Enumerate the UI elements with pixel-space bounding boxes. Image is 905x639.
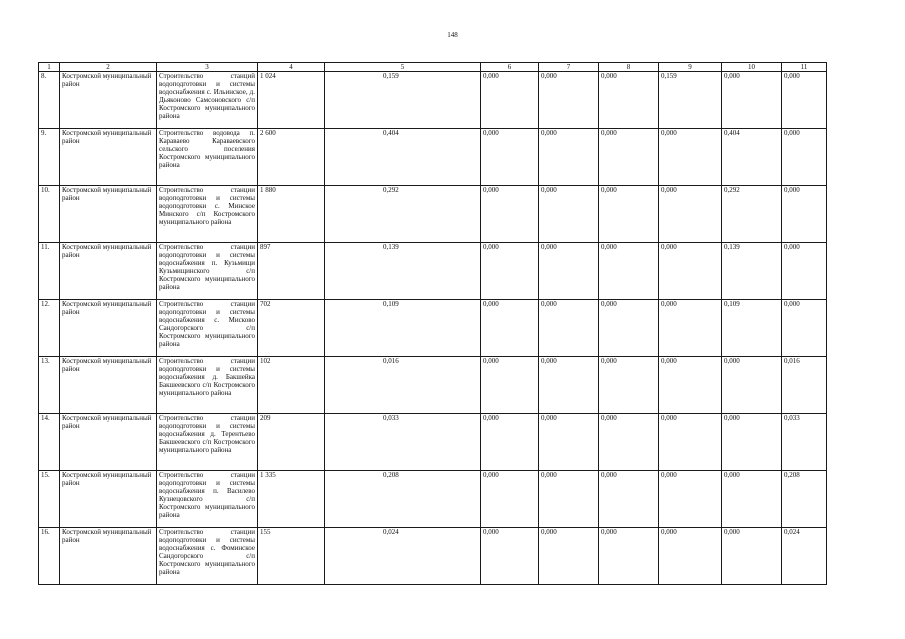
value-cell: 102	[258, 357, 325, 414]
value-cell: 0,016	[325, 357, 481, 414]
table-row	[39, 243, 827, 300]
object-cell: Строительство станции водоподготовки и системы водоснабжения с. Фоминское Сандогорского с/п Костромского муниципального района	[157, 528, 258, 585]
value-cell: 0,000	[481, 528, 539, 585]
object-cell: Строительство станции водоподготовки и системы водоснабжения д. Терентьево Бакшеевского с/п Костромского муниципального района	[157, 414, 258, 471]
value-cell: 0,016	[782, 357, 827, 414]
district-cell: Костромской муниципальный район	[60, 300, 157, 357]
column-header: 11	[782, 63, 827, 72]
object-cell: Строительство водовода п. Караваево Караваевского сельского поселения Костромского муниципального района	[157, 129, 258, 186]
column-header: 6	[481, 63, 539, 72]
value-cell: 0,033	[782, 414, 827, 471]
value-cell: 0,000	[782, 300, 827, 357]
page-number: 148	[447, 31, 458, 39]
value-cell: 0,000	[481, 300, 539, 357]
value-cell: 0,000	[599, 471, 659, 528]
object-cell: Строительство станции водоподготовки и системы водоподготовки с. Минское Минского с/п Костромского муниципального района	[157, 186, 258, 243]
value-cell: 0,000	[659, 243, 722, 300]
value-cell: 702	[258, 300, 325, 357]
value-cell: 0,024	[325, 528, 481, 585]
value-cell: 0,000	[599, 243, 659, 300]
district-cell: Костромской муниципальный район	[60, 129, 157, 186]
column-header: 2	[60, 63, 157, 72]
value-cell: 0,033	[325, 414, 481, 471]
value-cell: 0,000	[599, 357, 659, 414]
value-cell: 0,208	[782, 471, 827, 528]
value-cell: 0,000	[659, 129, 722, 186]
data-table	[38, 62, 827, 585]
value-cell: 0,404	[722, 129, 782, 186]
value-cell: 0,000	[539, 471, 599, 528]
row-number: 8.	[39, 72, 60, 129]
district-cell: Костромской муниципальный район	[60, 357, 157, 414]
value-cell: 0,000	[481, 357, 539, 414]
row-number: 14.	[39, 414, 60, 471]
object-cell: Строительство станции водоподготовки и системы водоснабжения с. Мисково Сандогорского с/п Костромского муниципального района	[157, 300, 258, 357]
object-cell: Строительство станции водоподготовки и системы водоснабжения п. Кузьмищи Кузьмищинского с/п Костромского муниципального района	[157, 243, 258, 300]
value-cell: 0,000	[659, 528, 722, 585]
column-header: 9	[659, 63, 722, 72]
row-number: 16.	[39, 528, 60, 585]
value-cell: 0,000	[481, 471, 539, 528]
value-cell: 155	[258, 528, 325, 585]
district-cell: Костромской муниципальный район	[60, 528, 157, 585]
row-number: 10.	[39, 186, 60, 243]
value-cell: 0,000	[539, 129, 599, 186]
column-header: 5	[325, 63, 481, 72]
value-cell: 0,000	[659, 471, 722, 528]
value-cell: 0,139	[325, 243, 481, 300]
column-header: 7	[539, 63, 599, 72]
value-cell: 0,000	[659, 186, 722, 243]
value-cell: 0,000	[659, 414, 722, 471]
value-cell: 0,000	[481, 129, 539, 186]
value-cell: 0,000	[722, 528, 782, 585]
column-header: 3	[157, 63, 258, 72]
district-cell: Костромской муниципальный район	[60, 414, 157, 471]
value-cell: 0,000	[539, 300, 599, 357]
value-cell: 0,000	[539, 72, 599, 129]
column-header: 4	[258, 63, 325, 72]
value-cell: 897	[258, 243, 325, 300]
column-header: 1	[39, 63, 60, 72]
value-cell: 0,000	[722, 471, 782, 528]
value-cell: 0,292	[722, 186, 782, 243]
table-row	[39, 129, 827, 186]
value-cell: 0,000	[599, 72, 659, 129]
table-row	[39, 471, 827, 528]
value-cell: 0,159	[325, 72, 481, 129]
value-cell: 0,000	[722, 72, 782, 129]
value-cell: 0,000	[481, 243, 539, 300]
district-cell: Костромской муниципальный район	[60, 72, 157, 129]
row-number: 13.	[39, 357, 60, 414]
value-cell: 0,000	[659, 357, 722, 414]
table-row	[39, 528, 827, 585]
table-row	[39, 72, 827, 129]
value-cell: 0,000	[539, 243, 599, 300]
value-cell: 0,000	[599, 528, 659, 585]
value-cell: 2 600	[258, 129, 325, 186]
table-row	[39, 357, 827, 414]
value-cell: 1 335	[258, 471, 325, 528]
value-cell: 1 024	[258, 72, 325, 129]
value-cell: 0,024	[782, 528, 827, 585]
value-cell: 0,139	[722, 243, 782, 300]
value-cell: 0,109	[325, 300, 481, 357]
table-row	[39, 414, 827, 471]
value-cell: 0,000	[539, 357, 599, 414]
table-row	[39, 186, 827, 243]
column-number-row	[39, 63, 827, 72]
value-cell: 0,000	[659, 300, 722, 357]
value-cell: 0,000	[599, 414, 659, 471]
value-cell: 0,000	[481, 186, 539, 243]
value-cell: 0,159	[659, 72, 722, 129]
value-cell: 0,000	[722, 414, 782, 471]
value-cell: 0,292	[325, 186, 481, 243]
row-number: 12.	[39, 300, 60, 357]
value-cell: 0,000	[782, 243, 827, 300]
district-cell: Костромской муниципальный район	[60, 471, 157, 528]
row-number: 11.	[39, 243, 60, 300]
row-number: 9.	[39, 129, 60, 186]
value-cell: 0,000	[539, 414, 599, 471]
value-cell: 0,000	[782, 72, 827, 129]
value-cell: 0,000	[722, 357, 782, 414]
value-cell: 0,000	[539, 528, 599, 585]
value-cell: 0,000	[599, 129, 659, 186]
district-cell: Костромской муниципальный район	[60, 186, 157, 243]
value-cell: 0,000	[782, 186, 827, 243]
table-row	[39, 300, 827, 357]
object-cell: Строительство станции водоподготовки и системы водоснабжения д. Бакшейка Бакшеевского с/п Костромского муниципального района	[157, 357, 258, 414]
value-cell: 0,000	[599, 300, 659, 357]
value-cell: 0,000	[599, 186, 659, 243]
value-cell: 0,000	[481, 72, 539, 129]
value-cell: 0,000	[481, 414, 539, 471]
value-cell: 209	[258, 414, 325, 471]
value-cell: 0,000	[782, 129, 827, 186]
column-header: 8	[599, 63, 659, 72]
row-number: 15.	[39, 471, 60, 528]
value-cell: 0,000	[539, 186, 599, 243]
column-header: 10	[722, 63, 782, 72]
district-cell: Костромской муниципальный район	[60, 243, 157, 300]
object-cell: Строительство станции водоподготовки и системы водоснабжения п. Василево Кузнецовского с/п Костромского муниципального района	[157, 471, 258, 528]
value-cell: 0,404	[325, 129, 481, 186]
value-cell: 1 880	[258, 186, 325, 243]
value-cell: 0,109	[722, 300, 782, 357]
value-cell: 0,208	[325, 471, 481, 528]
object-cell: Строительство станций водоподготовки и системы водоснабжения с. Ильинское, д. Дьяконово Самсоновского с/п Костромского муниципального района	[157, 72, 258, 129]
